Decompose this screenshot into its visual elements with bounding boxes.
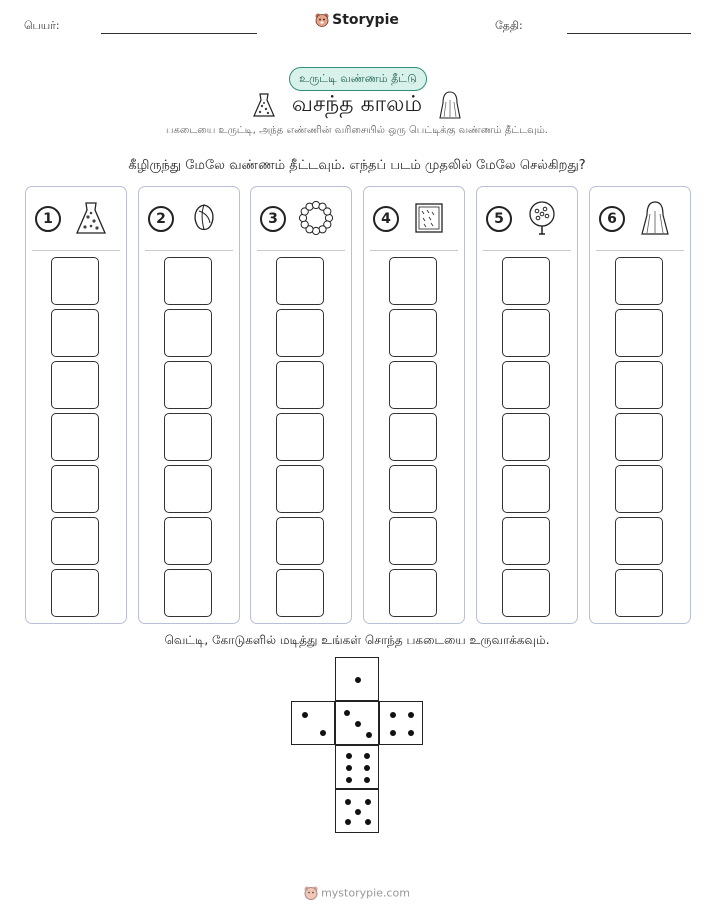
die-pip — [366, 732, 372, 738]
color-box[interactable] — [164, 517, 212, 565]
color-box[interactable] — [276, 309, 324, 357]
color-box[interactable] — [276, 465, 324, 513]
instruction: கீழிருந்து மேலே வண்ணம் தீட்டவும். எந்தப் படம் முதலில் மேலே செல்கிறது? — [128, 158, 586, 173]
footer — [0, 886, 714, 901]
color-box[interactable] — [502, 569, 550, 617]
cut-instruction: வெட்டி, கோடுகளில் மடித்து உங்கள் சொந்த பகடையை உருவாக்கவும். — [164, 633, 550, 647]
color-box[interactable] — [502, 309, 550, 357]
column-divider — [483, 250, 571, 251]
color-box[interactable] — [276, 257, 324, 305]
color-box[interactable] — [502, 361, 550, 409]
color-box[interactable] — [164, 465, 212, 513]
activity-tag: உருட்டி வண்ணம் தீட்டு — [289, 67, 427, 91]
die-pip — [365, 819, 371, 825]
die-pip — [346, 765, 352, 771]
rain-picture-icon — [410, 199, 448, 237]
die-face-4 — [379, 701, 423, 745]
subtitle: பகடையை உருட்டி, அந்த எண்ணின் வரிசையில் ஒரு பெட்டிக்கு வண்ணம் தீட்டவும். — [166, 125, 548, 136]
die-pip — [364, 753, 370, 759]
color-box[interactable] — [276, 517, 324, 565]
die-pip — [364, 777, 370, 783]
die-pip — [390, 730, 396, 736]
die-pip — [408, 730, 414, 736]
date-label: தேதி: — [495, 19, 523, 32]
color-box[interactable] — [276, 569, 324, 617]
column-4 — [363, 186, 465, 624]
die-pip — [365, 799, 371, 805]
color-box[interactable] — [51, 413, 99, 461]
color-box[interactable] — [164, 569, 212, 617]
die-pip — [345, 819, 351, 825]
column-divider — [596, 250, 684, 251]
rose-bud-icon — [185, 199, 223, 237]
die-pip — [364, 765, 370, 771]
date-field[interactable] — [567, 33, 691, 34]
color-box[interactable] — [615, 257, 663, 305]
color-box[interactable] — [615, 465, 663, 513]
color-box[interactable] — [615, 517, 663, 565]
color-box[interactable] — [502, 465, 550, 513]
color-box[interactable] — [164, 413, 212, 461]
column-divider — [145, 250, 233, 251]
name-label: பெயர்: — [24, 19, 60, 32]
page-title — [0, 90, 714, 120]
color-box[interactable] — [615, 361, 663, 409]
dress-icon — [72, 199, 110, 237]
color-box[interactable] — [276, 413, 324, 461]
storypie-bear-icon — [304, 886, 318, 901]
name-field[interactable] — [101, 33, 257, 34]
die-pip — [355, 721, 361, 727]
color-box[interactable] — [51, 517, 99, 565]
color-box[interactable] — [615, 309, 663, 357]
die-pip — [302, 712, 308, 718]
color-box[interactable] — [502, 517, 550, 565]
column-number: 6 — [599, 206, 625, 232]
dress-icon — [250, 91, 278, 119]
title-text: வசந்த காலம் — [291, 92, 423, 117]
color-box[interactable] — [389, 361, 437, 409]
color-box[interactable] — [389, 257, 437, 305]
column-number: 2 — [148, 206, 174, 232]
die-pip — [346, 777, 352, 783]
veil-icon — [436, 90, 464, 120]
column-2 — [138, 186, 240, 624]
apple-tree-icon — [523, 199, 561, 237]
color-box[interactable] — [389, 465, 437, 513]
color-box[interactable] — [615, 413, 663, 461]
storypie-bear-icon — [315, 13, 329, 28]
column-1 — [25, 186, 127, 624]
footer-url: mystorypie.com — [321, 886, 410, 900]
color-box[interactable] — [164, 257, 212, 305]
die-pip — [408, 712, 414, 718]
die-face-3 — [335, 701, 379, 745]
flower-wreath-icon — [297, 199, 335, 237]
veil-icon — [636, 199, 674, 237]
color-box[interactable] — [276, 361, 324, 409]
column-3 — [250, 186, 352, 624]
column-number: 4 — [373, 206, 399, 232]
color-box[interactable] — [502, 413, 550, 461]
column-6 — [589, 186, 691, 624]
color-box[interactable] — [502, 257, 550, 305]
color-box[interactable] — [615, 569, 663, 617]
color-box[interactable] — [389, 569, 437, 617]
die-pip — [390, 712, 396, 718]
column-number: 5 — [486, 206, 512, 232]
color-box[interactable] — [51, 309, 99, 357]
die-face-1 — [335, 657, 379, 701]
die-face-2 — [291, 701, 335, 745]
color-box[interactable] — [51, 465, 99, 513]
die-face-6 — [335, 745, 379, 789]
column-divider — [32, 250, 120, 251]
column-5 — [476, 186, 578, 624]
color-box[interactable] — [389, 309, 437, 357]
column-number: 3 — [260, 206, 286, 232]
brand-name: Storypie — [332, 12, 399, 28]
color-box[interactable] — [51, 569, 99, 617]
column-divider — [370, 250, 458, 251]
color-box[interactable] — [389, 413, 437, 461]
column-number: 1 — [35, 206, 61, 232]
die-pip — [346, 753, 352, 759]
die-pip — [344, 710, 350, 716]
die-pip — [320, 730, 326, 736]
color-box[interactable] — [389, 517, 437, 565]
color-box[interactable] — [164, 361, 212, 409]
column-divider — [257, 250, 345, 251]
brand-logo — [0, 12, 714, 28]
die-pip — [355, 809, 361, 815]
die-pip — [355, 677, 361, 683]
color-box[interactable] — [51, 257, 99, 305]
die-face-5 — [335, 789, 379, 833]
color-box[interactable] — [164, 309, 212, 357]
die-pip — [345, 799, 351, 805]
color-box[interactable] — [51, 361, 99, 409]
